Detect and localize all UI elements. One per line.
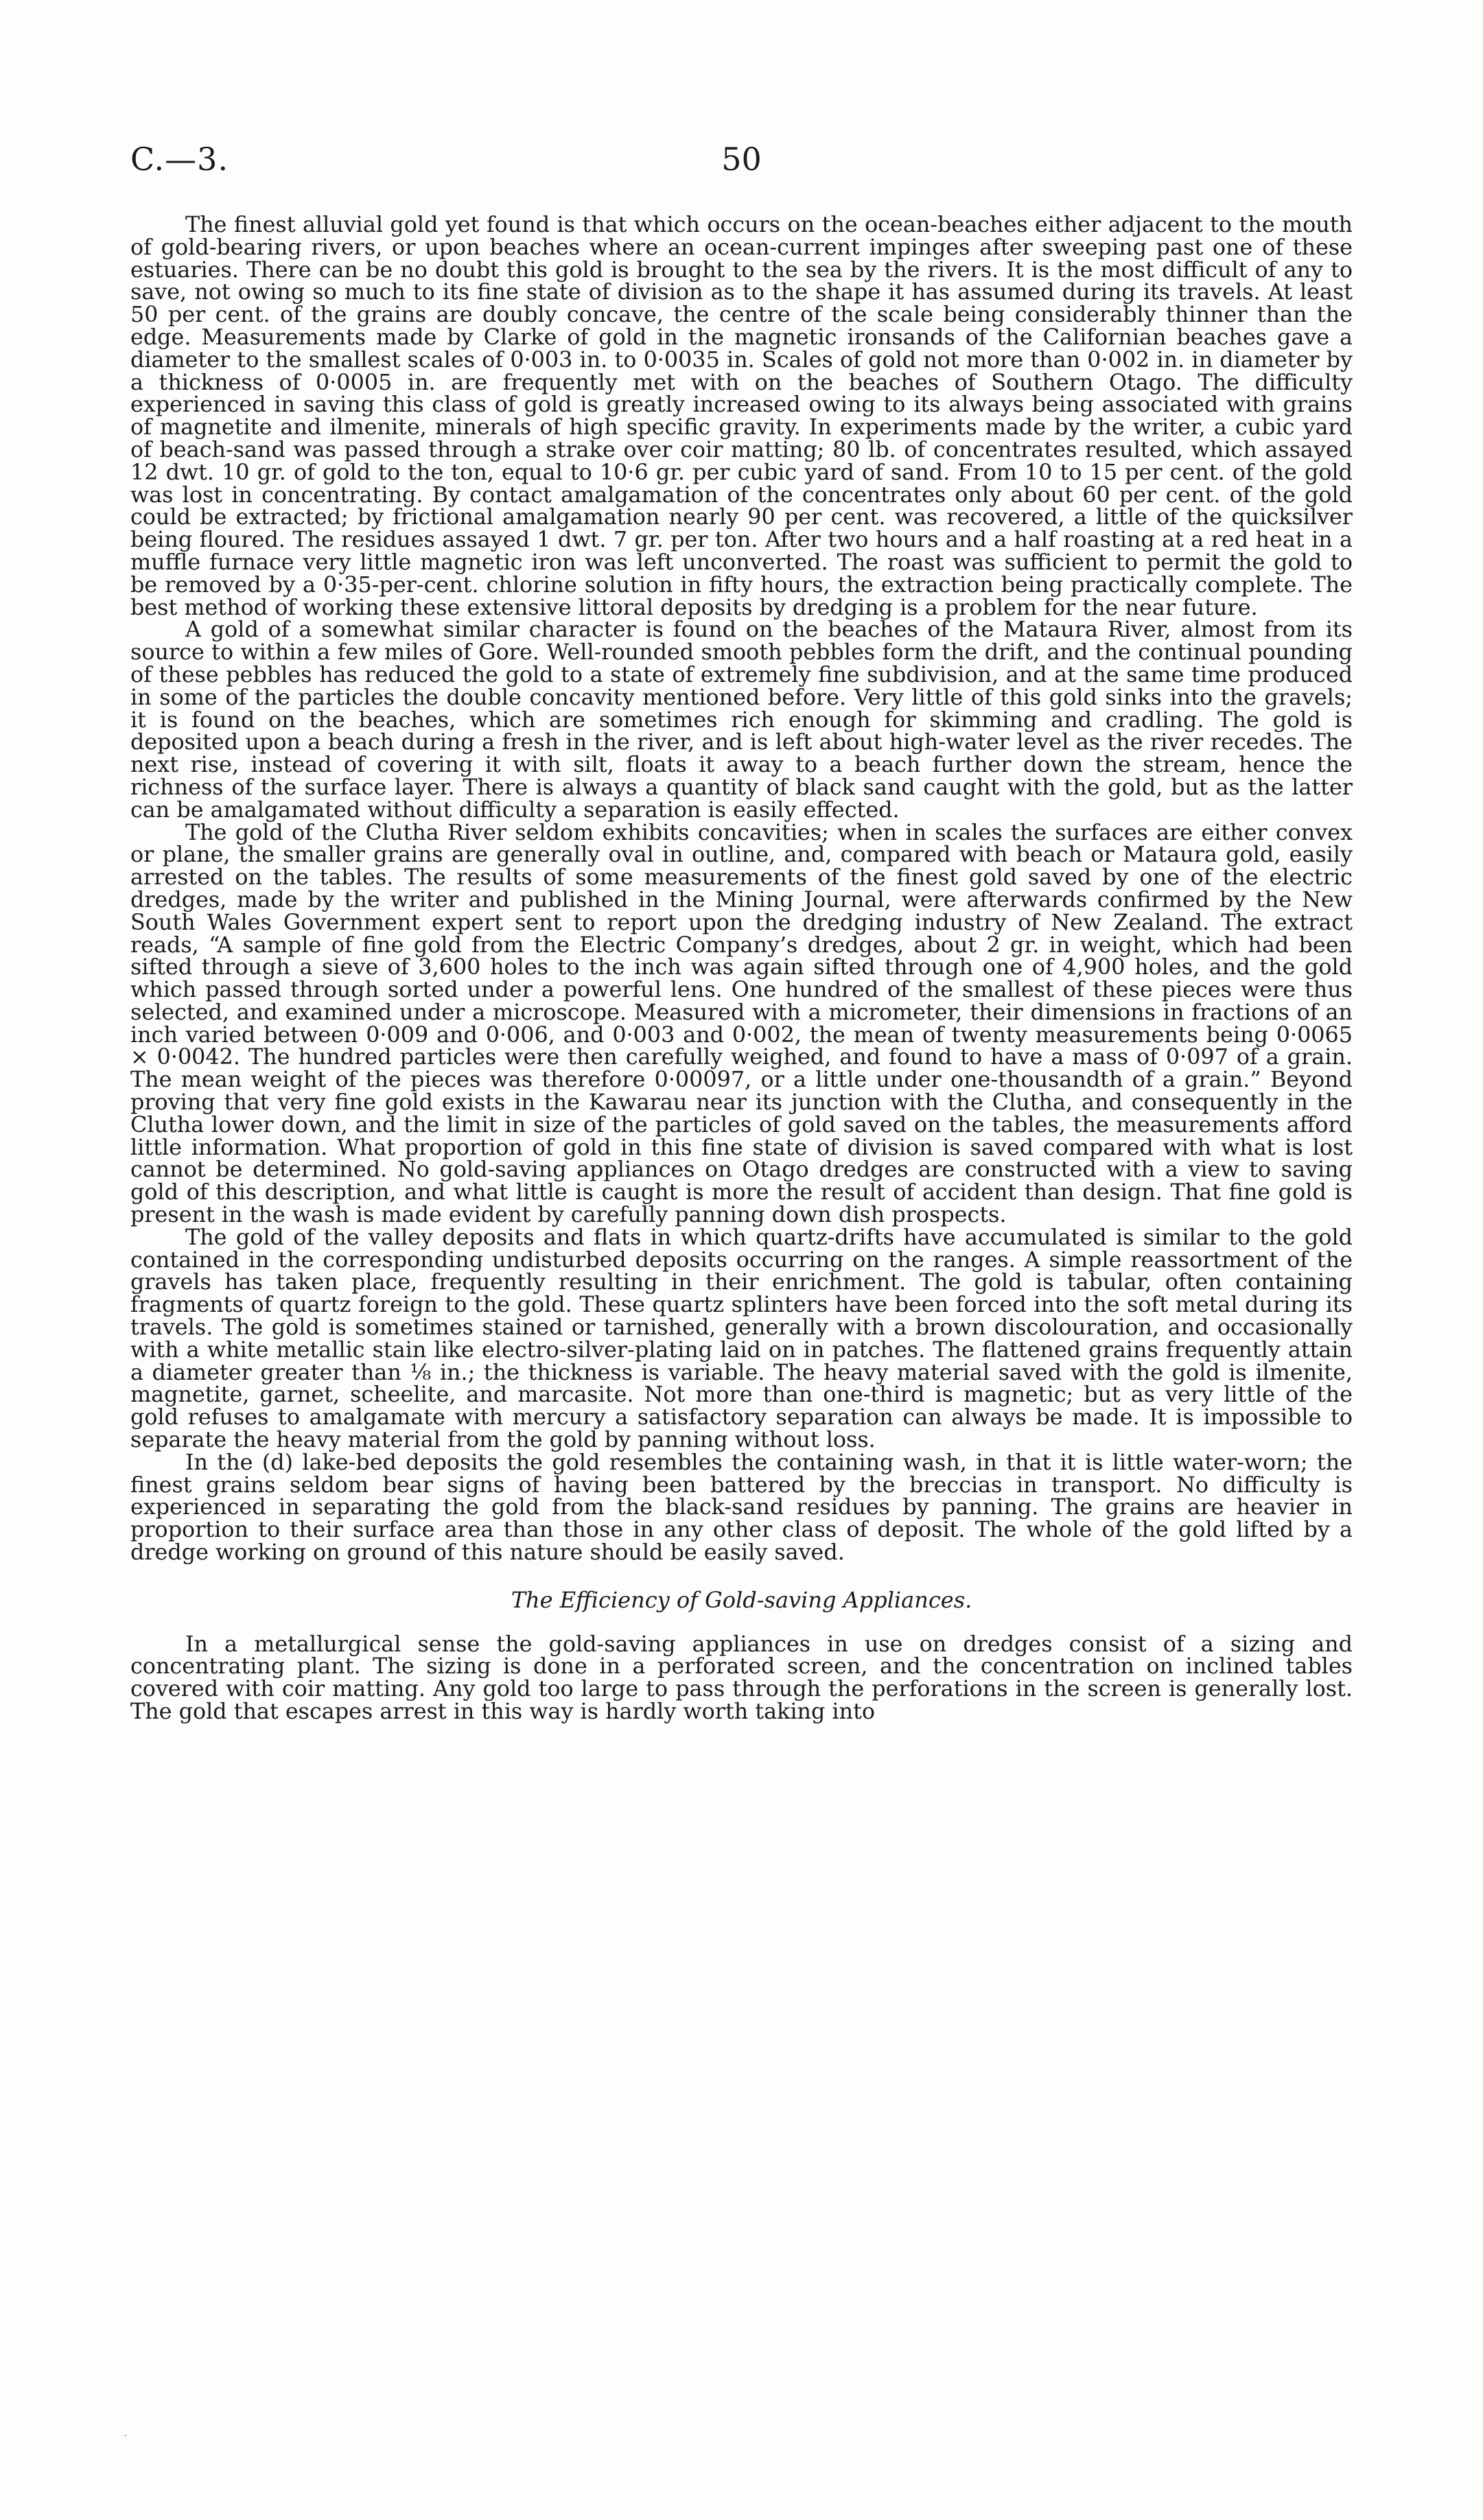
page-number: 50 (721, 141, 762, 178)
section-heading: The Efficiency of Gold-saving Appliances. (511, 1586, 972, 1613)
paragraph-beach-gold: The finest alluvial gold yet found is that which occurs on the ocean-beaches either adjacent to the mouth of gold-bearing rivers, or upon beaches where an ocean-current impinges after sweeping past one of these estuaries. There can be no doubt this gold is brought to the sea by the rivers. It is the most difficult of any to save, not owing so much to its fine state of division as to the shape it has assumed during its travels. At least 50 per cent. of the grains are doubly concave, the centre of the scale being considerably thinner than the edge. Measurements made by Clarke of gold in the magnetic ironsands of the Californian beaches gave a diameter to the smallest scales of 0·003 in. to 0·0035 in. Scales of gold not more than 0·002 in. in diameter by a thickness of 0·0005 in. are frequently met with on the beaches of Southern Otago. The difficulty experienced in saving this class of gold is greatly increased owing to its always being associated with grains of magnetite and ilmenite, minerals of high specific gravity. In experiments made by the writer, a cubic yard of beach-sand was passed through a strake over coir matting; 80 lb. of concentrates resulted, which assayed 12 dwt. 10 gr. of gold to the ton, equal to 10·6 gr. per cubic yard of sand. From 10 to 15 per cent. of the gold was lost in concentrating. By contact amalgamation of the concentrates only about 60 per cent. of the gold could be extracted; by frictional amalgamation nearly 90 per cent. was recovered, a little of the quicksilver being floured. The residues assayed 1 dwt. 7 gr. per ton. After two hours and a half roasting at a red heat in a muffle furnace very little magnetic iron was left unconverted. The roast was sufficient to permit the gold to be removed by a 0·35-per-cent. chlorine solution in fifty hours, the extraction being practically complete. The best method of working these extensive littoral deposits by dredging is a problem for the near future. (130, 212, 1353, 620)
paragraph-valley-gold: The gold of the valley deposits and flats in which quartz-drifts have accumulated is similar to the gold contained in the corresponding undisturbed deposits occurring on the ranges. A simple reassortment of the gravels has taken place, frequently resulting in their enrichment. The gold is tabular, often containing fragments of quartz foreign to the gold. These quartz splinters have been forced into the soft metal during its travels. The gold is sometimes stained or tarnished, generally with a brown discolouration, and occasionally with a white metallic stain like electro-silver-plating laid on in patches. The flattened grains frequently attain a diameter greater than ⅛ in.; the thickness is variable. The heavy material saved with the gold is ilmenite, magnetite, garnet, scheelite, and marcasite. Not more than one-third is magnetic; but as very little of the gold refuses to amalgamate with mercury a satisfactory separation can always be made. It is impossible to separate the heavy material from the gold by panning without loss. (130, 1224, 1353, 1453)
paragraph-lake-bed-gold: In the (d) lake-bed deposits the gold resembles the containing wash, in that it is little water-worn; the finest grains seldom bear signs of having been battered by the breccias in transport. No difficulty is experienced in separating the gold from the black-sand residues by panning. The grains are heavier in proportion to their surface area than those in any other class of deposit. The whole of the gold lifted by a dredge working on ground of this nature should be easily saved. (130, 1449, 1353, 1566)
paragraph-mataura-gold: A gold of a somewhat similar character is found on the beaches of the Mataura River, almost from its source to within a few miles of Gore. Well-rounded smooth pebbles form the drift, and the continual pounding of these pebbles has reduced the gold to a state of extremely fine subdivision, and at the same time produced in some of the particles the double concavity mentioned before. Very little of this gold sinks into the gravels; it is found on the beaches, which are sometimes rich enough for skimming and cradling. The gold is deposited upon a beach during a fresh in the river, and is left about high-water level as the river recedes. The next rise, instead of covering it with silt, floats it away to a beach further down the stream, hence the richness of the surface layer. There is always a quantity of black sand caught with the gold, but as the latter can be amalgamated without difficulty a separation is easily effected. (130, 617, 1353, 823)
document-reference: C.—3. (130, 141, 229, 178)
paragraph-gold-saving-appliances: In a metallurgical sense the gold-saving appliances in use on dredges consist of a sizing and concentrating plant. The sizing is done in a perforated screen, and the concentration on inclined tables covered with coir matting. Any gold too large to pass through the perforations in the screen is generally lost. The gold that escapes arrest in this way is hardly worth taking into (130, 1631, 1353, 1724)
paragraph-clutha-gold: The gold of the Clutha River seldom exhibits concavities; when in scales the surfaces are either convex or plane, the smaller grains are generally oval in outline, and, compared with beach or Mataura gold, easily arrested on the tables. The results of some measurements of the finest gold saved by one of the electric dredges, made by the writer and published in the Mining Journal, were afterwards confirmed by the New South Wales Government expert sent to report upon the dredging industry of New Zealand. The extract reads, “A sample of fine gold from the Electric Company’s dredges, about 2 gr. in weight, which had been sifted through a sieve of 3,600 holes to the inch was again sifted through one of 4,900 holes, and the gold which passed through sorted under a powerful lens. One hundred of the smallest of these pieces were thus selected, and examined under a microscope. Measured with a micrometer, their dimensions in fractions of an inch varied between 0·009 and 0·006, and 0·003 and 0·002, the mean of twenty measurements being 0·0065 × 0·0042. The hundred particles were then carefully weighed, and found to have a mass of 0·097 of a grain. The mean weight of the pieces was therefore 0·00097, or a little under one-thousandth of a grain.” Beyond proving that very fine gold exists in the Kawarau near its junction with the Clutha, and consequently in the Clutha lower down, and the limit in size of the particles of gold saved on the tables, the measurements afford little information. What proportion of gold in this fine state of division is saved compared with what is lost cannot be determined. No gold-saving appliances on Otago dredges are constructed with a view to saving gold of this description, and what little is caught is more the result of accident than design. That fine gold is present in the wash is made evident by carefully panning down dish prospects. (130, 819, 1353, 1228)
scan-speck-mark: · (124, 2429, 128, 2443)
body-text (130, 214, 1353, 1723)
page-header (130, 141, 1353, 182)
